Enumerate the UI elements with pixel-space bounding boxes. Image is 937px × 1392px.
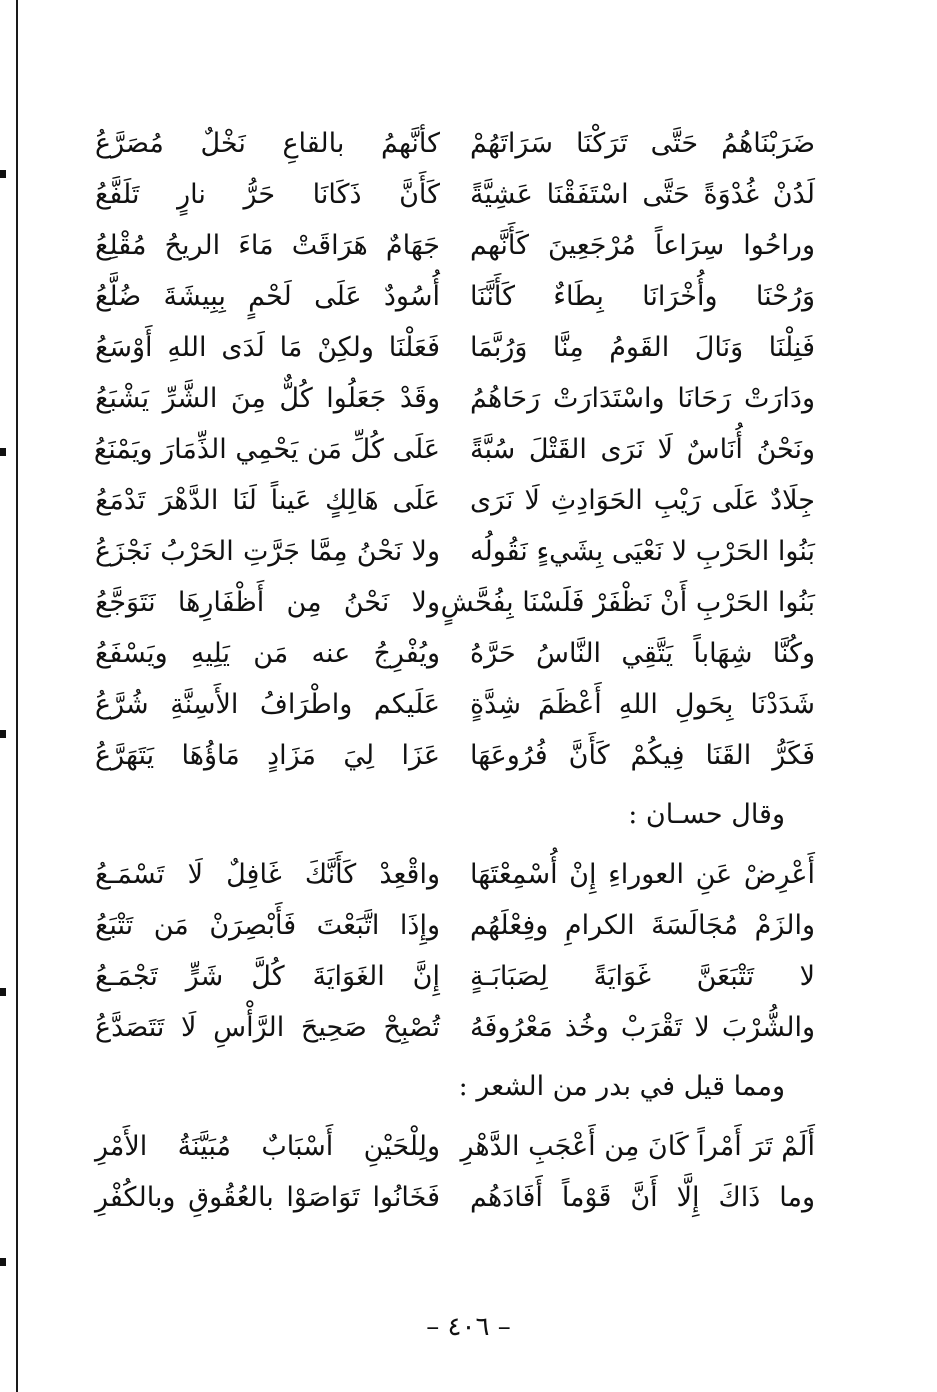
poetry-page: [95, 118, 815, 1223]
second-hemistich: عَزَا لِيَ مَزَادٍ مَاؤُهَا يَتَهَرَّعُ: [95, 739, 440, 771]
first-hemistich: وراحُوا سِرَاعاً مُرْجَعِينَ كَأَنَّهم: [470, 229, 815, 261]
verse-line: [95, 220, 815, 271]
verse-line: [95, 730, 815, 781]
verse-line: [95, 951, 815, 1002]
verse-line: [95, 628, 815, 679]
second-hemistich: ولا نَحْنُ مِمَّا جَرَّتِ الحَرْبُ نَجْزَعُ: [95, 535, 440, 567]
first-hemistich: ونَحْنُ أُنَاسٌ لَا نَرَى القَتْلَ سُبَّةً: [470, 433, 815, 465]
second-hemistich: أُسُودٌ عَلَى لَحْمٍ بِبِيشَةَ ضُلَّعُ: [95, 280, 440, 312]
verse-line: [95, 271, 815, 322]
verse-line: [95, 849, 815, 900]
second-hemistich: ولا نَحْنُ مِن أَظْفَارِهَا نَتَوَجَّعُ: [95, 586, 440, 618]
verse-line: [95, 679, 815, 730]
first-hemistich: وَرُحْنَا وأُخْرَانَا بِطَاءٌ كَأَنَّنَا: [470, 280, 815, 312]
verse-line: [95, 526, 815, 577]
first-hemistich: فَنِلْنَا وَنَالَ القَومُ مِنَّا وَرُبَّمَا: [470, 331, 815, 363]
first-hemistich: أَعْرِضْ عَنِ العوراءِ إِنْ أُسْمِعْتَهَا: [470, 858, 815, 890]
first-hemistich: والزَمْ مُجَالَسَةَ الكرامِ وفِعْلَهُم: [470, 909, 815, 941]
verse-line: [95, 322, 815, 373]
second-hemistich: كَأَنَّ ذَكَانَا حَرُّ نارٍ تَلَفَّعُ: [95, 178, 440, 210]
first-hemistich: شَدَدْنَا بِحَولِ اللهِ أَعْظَمَ شِدَّةٍ: [470, 688, 815, 720]
second-hemistich: فَعَلْنَا ولكِنْ مَا لَدَى اللهِ أَوْسَعُ: [95, 331, 440, 363]
second-hemistich: عَلَيكم واطْرَافُ الأَسِنَّةِ شُرَّعُ: [95, 688, 440, 720]
poem-block-2: [95, 849, 815, 1053]
binding-line: [16, 0, 18, 1392]
second-hemistich: عَلَى كُلِّ مَن يَحْمِي الذِّمَارَ ويَمْنَعُ: [93, 433, 440, 465]
verse-line: [95, 1002, 815, 1053]
second-hemistich: إِنَّ الغَوَايَةَ كُلَّ شَرٍّ تَجْمَـعُ: [95, 960, 440, 992]
first-hemistich: والشُّرْبَ لا تَقْرَبْ وخُذ مَعْرُوفَهُ: [470, 1011, 815, 1043]
verse-line: [95, 475, 815, 526]
section-heading-badr: ومما قيل في بدر من الشعر :: [458, 1071, 785, 1102]
second-hemistich: وقَدْ جَعَلُوا كُلٌّ مِنَ الشَّرِّ يَشْبَعُ: [95, 382, 440, 414]
verse-line: [95, 1172, 815, 1223]
first-hemistich: ودَارَتْ رَحَانَا واسْتَدَارَتْ رَحَاهُمُ: [470, 382, 815, 414]
second-hemistich: ويُفْرِجُ عنه مَن يَلِيهِ ويَسْفَعُ: [95, 637, 440, 669]
margin-mark: [0, 988, 6, 996]
verse-line: [95, 424, 815, 475]
margin-mark: [0, 170, 6, 178]
section-heading-hassan: وقال حسـان :: [628, 799, 785, 830]
second-hemistich: ولِلْحَيْنِ أَسْبَابٌ مُبَيَّنَةُ الأَمْرِ: [95, 1130, 440, 1162]
first-hemistich: بَنُوا الحَرْبِ لا نَعْيَى بِشَيءٍ نَقُولُه: [470, 535, 815, 567]
first-hemistich: جِلَادٌ عَلَى رَيْبِ الحَوَادِثِ لَا نَرَى: [470, 484, 815, 516]
second-hemistich: تُصْبِحْ صَحِيحَ الرَّأْسِ لَا تَتَصَدَّعُ: [95, 1011, 440, 1043]
verse-line: [95, 577, 815, 628]
first-hemistich: وما ذَاكَ إِلَّا أَنَّ قَوْماً أَفَادَهُم: [470, 1181, 815, 1213]
margin-mark: [0, 1258, 6, 1266]
verse-line: [95, 373, 815, 424]
verse-line: [95, 118, 815, 169]
second-hemistich: جَهَامٌ هَرَاقَتْ مَاءَ الريحُ مُقْلِعُ: [95, 229, 440, 261]
margin-mark: [0, 730, 6, 738]
second-hemistich: وإِذَا اتَّبَعْتَ فَأَبْصِرَنْ مَن تَتْبَعُ: [95, 909, 440, 941]
margin-mark: [0, 448, 6, 456]
first-hemistich: ضَرَبْنَاهُمُ حَتَّى تَرَكْنَا سَرَاتَهُمْ: [470, 127, 815, 159]
first-hemistich: لا تَتْبَعَنَّ غَوَايَةً لِصَبَابَـةٍ: [470, 960, 815, 992]
poem-block-1: [95, 118, 815, 781]
second-hemistich: عَلَى هَالِكٍ عَيناً لَنَا الدَّهْرَ تَدْمَعُ: [95, 484, 440, 516]
second-hemistich: واقْعِدْ كَأَنَّكَ غَافِلٌ لَا تَسْمَـعُ: [95, 858, 440, 890]
verse-line: [95, 1121, 815, 1172]
second-hemistich: فَخَانُوا تَوَاصَوْا بالعُقُوقِ وبالكُفْرِ: [95, 1181, 440, 1213]
poem-block-3: [95, 1121, 815, 1223]
verse-line: [95, 169, 815, 220]
first-hemistich: فَكَرُّ القَنَا فِيكُمْ كَأَنَّ فُرُوعَهَا: [470, 739, 815, 771]
first-hemistich: أَلَمْ تَرَ أَمْراً كَانَ مِن أَعْجَبِ الدَّهْرِ: [460, 1130, 815, 1162]
first-hemistich: بَنُوا الحَرْبِ أَنْ نَظْفَرْ فَلَسْنَا بِفُحَّشٍ: [440, 586, 815, 618]
verse-line: [95, 900, 815, 951]
first-hemistich: وكُنَّا شِهَاباً يَتَّقِي النَّاسُ حَرَّهُ: [470, 637, 815, 669]
second-hemistich: كأنَّهمُ بالقاعِ نَخْلٌ مُصَرَّعُ: [95, 127, 440, 159]
page-number: – ٤٠٦ –: [426, 1312, 511, 1342]
first-hemistich: لَدُنْ غُدْوَةً حَتَّى اسْتَفَقْنَا عَشِيَّةً: [470, 178, 815, 210]
